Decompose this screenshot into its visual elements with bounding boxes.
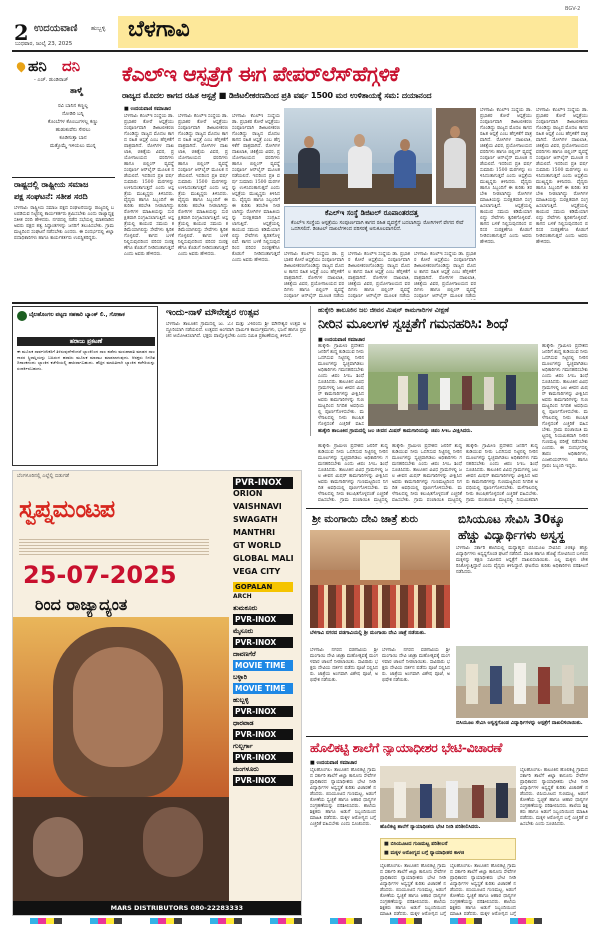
school-byline: ■ ಉದಯವಾಣಿ ಸಮಾಚಾರ: [310, 760, 357, 766]
ad-poster: [13, 617, 229, 916]
left-story-headline-2: ಪಕ್ಷ ಸಂಘಟನೆ: ಸತೀಶ ಸರದಿ: [14, 192, 88, 201]
water-headline: ನೀರಿನ ಮೂಲಗಳ ಸ್ವಚ್ಛತೆಗೆ ಗಮನಹರಿಸಿ: ಶಿಂಧೆ: [318, 317, 508, 332]
movie-ad[interactable]: [12, 470, 302, 916]
ad-city-theatre: MOVIE TIME: [233, 683, 293, 694]
section-rule-2: [306, 508, 588, 509]
poem-line: ರವಿ ಬಾನಿನ ಕಣ್ಣಲ್ಲ: [57, 103, 89, 109]
notice-title: ಹರಾಜು ಪ್ರಕಟಣೆ: [17, 337, 155, 346]
lead-subhead: ರಾಜ್ಯದ ಮೊದಲ ಕಾಗದ ರಹಿತ ಆಸ್ಪತ್ರೆ ■ ಡಿಜಿಟಲೀಕರಣದಿಂದ ಪ್ರತಿ ವರ್ಷ 1500 ಮರ ಉಳಿತಾಯಕ್ಕೆ ಸಮ: ದಯಾನಂದ: [122, 90, 432, 100]
notice-logo-icon: [17, 311, 27, 321]
ad-city-theatre: PVR-INOX: [233, 614, 293, 625]
lead-headline: ಕೆಎಲ್ಇ ಆಸ್ಪತ್ರೆಗೆ ಈಗ ಪೇಪರ್‌ಲೆಸ್‌ಹೆಗ್ಗಳಿಕೆ: [122, 62, 399, 86]
ad-city-name: ಗುಲ್ಬರ್ಗಾ: [233, 742, 253, 750]
section-rule-1: [12, 302, 588, 304]
auction-notice: [12, 306, 158, 466]
lead-body-col-4: ಬೆಳಗಾವಿ: ಕೆಎಲ್ಇ ಸಂಸ್ಥೆಯ ಡಾ. ಪ್ರಭಾಕರ ಕೋರೆ ಆಸ್ಪತ್ರೆಯು ಸಂಪೂರ್ಣವಾಗಿ ಡಿಜಿಟಲೀಕರಣಗೊಂಡಿದ್ದು ರಾಜ್ಯದ ಮೊದಲ ಕಾಗದ ರಹಿತ ಆಸ್ಪತ್ರೆ ಎಂಬ ಹೆಗ್ಗಳಿಕೆಗೆ ಪಾತ್ರವಾಗಿದೆ. ರೋಗಿಗಳ ದಾಖಲಾತಿ, ಚಿಕಿತ್ಸೆಯ ವಿವರ, ಪ್ರಯೋಗಾಲಯದ ವರದಿಗಳು ಹಾಗೂ ಬಿಲ್ಲಿಂಗ್ ವ್ಯವಸ್ಥೆ ಸಂಪೂರ್ಣ ಆನ್‌ಲೈನ್ ಮೂಲಕ ನಡೆಯ: [284, 252, 344, 299]
food-photo-caption: ಬಿಸಿಯೂಟ ಸೇವಿಸಿ ಅಸ್ವಸ್ಥಗೊಂಡ ವಿದ್ಯಾರ್ಥಿಗಳನ್ನು ಆಸ್ಪತ್ರೆಗೆ ದಾಖಲಿಸಲಾಯಿತು.: [456, 720, 583, 726]
jatre-body-col-1: ಬೆಳಗಾವಿ: ನಗರದ ವಡಗಾವಿಯ ಶ್ರೀ ಮಂಗಾಯಿ ದೇವಿ ಜಾತ್ರಾ ಮಹೋತ್ಸವಕ್ಕೆ ಮಂಗಳವಾರ ಚಾಲನೆ ನೀಡಲಾಯಿತು. ಸಾವಿರಾರು ಭಕ್ತರು ದೇವಿಯ ದರ್ಶನ ಪಡೆದು ಪೂಜೆ ಸಲ್ಲಿಸಿದರು. ಜಾತ್ರೆಯ ಅಂಗವಾಗಿ ವಿಶೇಷ ಪೂಜೆ, ಅಭಿಷೇಕ ನಡೆಯಿತು.: [310, 648, 378, 683]
ad-city-theatre: MOVIE TIME: [233, 660, 293, 671]
ad-city-theatre: PVR-INOX: [233, 775, 293, 786]
paper-name: ಉದಯವಾಣಿ: [34, 23, 78, 34]
water-body-col-5: ಹುಕ್ಕೇರಿ: ಗ್ರಾಮೀಣ ಪ್ರದೇಶದ ಜನರಿಗೆ ಶುದ್ಧ ಕುಡಿಯುವ ನೀರು ಒದಗಿಸುವ ನಿಟ್ಟಿನಲ್ಲಿ ನೀರಿನ ಮೂಲಗಳನ್ನು ಸ್ವಚ್ಛವಾಗಿಡಲು ಅಧಿಕಾರಿಗಳು ಗಮನಹರಿಸಬೇಕು ಎಂದು ಜಿಪಂ ಸಿಇಒ ಶಿಂಧೆ ಸೂಚಿಸಿದರು. ತಾಲೂಕಿನ ವಿವಿಧ ಗ್ರಾಮಗಳಲ್ಲಿ ಜಲ ಜೀವನ ಮಿಷನ್ ಕಾಮಗಾರಿಗಳನ್ನು ವೀಕ್ಷಿಸಿದ ಅವರು ಕಾಮಗಾರಿಗಳನ್ನು ಗುಣಮಟ್ಟದಿಂದ ನಿಗದಿತ ಅವಧಿಯಲ್ಲಿ ಪೂರ್ಣಗೊಳಿಸಬೇಕು. ಮಳೆಗಾಲದಲ್ಲಿ ನೀರು ಕಲುಷಿತಗೊಳ್ಳದಂತೆ ಎಚ್ಚರಿಕೆ ವಹಿಸಬೇಕು. ಗ್ರಾಮ ಪಂಚಾಯಿತಿ ಮಟ್ಟದಲ್ಲಿ ನಿಯಮಿತವಾಗಿ: [466, 444, 538, 503]
school-point-2: ■ ಮಕ್ಕಳ ಆರೋಗ್ಯದ ಬಗ್ಗೆ ನ್ಯಾಯಾಧೀಶರ ಕಾಳಜಿ: [384, 850, 465, 856]
school-headline: ಹೊಲಿಕಟ್ಟಿ ಶಾಲೆಗೆ ನ್ಯಾಯಾಧೀಶರ ಭೇಟಿ-ವಿಚಾರಣೆ: [310, 740, 503, 755]
edition-tag: ಹುಬ್ಬಳ್ಳಿ: [91, 25, 106, 32]
lead-box: [284, 206, 476, 248]
honey-title-b: ದನಿ: [62, 57, 81, 75]
honey-drop-icon: [15, 60, 27, 72]
jatre-body-col-2: ಬೆಳಗಾವಿ: ನಗರದ ವಡಗಾವಿಯ ಶ್ರೀ ಮಂಗಾಯಿ ದೇವಿ ಜಾತ್ರಾ ಮಹೋತ್ಸವಕ್ಕೆ ಮಂಗಳವಾರ ಚಾಲನೆ ನೀಡಲಾಯಿತು. ಸಾವಿರಾರು ಭಕ್ತರು ದೇವಿಯ ದರ್ಶನ ಪಡೆದು ಪೂಜೆ ಸಲ್ಲಿಸಿದರು. ಜಾತ್ರೆಯ ಅಂಗವಾಗಿ ವಿಶೇಷ ಪೂಜೆ, ಅಭಿಷೇಕ ನಡೆಯಿತು.: [382, 648, 450, 683]
school-body-col-1: ಬೈಲಹೊಂಗಲ: ತಾಲೂಕಿನ ಹೊಲಿಕಟ್ಟಿ ಗ್ರಾಮದ ಸರ್ಕಾರಿ ಶಾಲೆಗೆ ಜಿಲ್ಲಾ ಕಾನೂನು ಸೇವೆಗಳ ಪ್ರಾಧಿಕಾರದ ನ್ಯಾಯಾಧೀಶರು ಭೇಟಿ ನೀಡಿ ವಿದ್ಯಾರ್ಥಿಗಳ ಅಸ್ವಸ್ಥತೆ ಕುರಿತು ವಿಚಾರಣೆ ನಡೆಸಿದರು. ಬಿಸಿಯೂಟದ ಗುಣಮಟ್ಟ, ಅಡುಗೆ ಕೋಣೆಯ ಸ್ವಚ್ಛತೆ ಹಾಗೂ ಆಹಾರ ಧಾನ್ಯಗಳ ಸಂಗ್ರಹಣೆಯನ್ನು ಪರಿಶೀಲಿಸಿದರು. ಶಾಲೆಯ ಶಿಕ್ಷಕರು ಹಾಗೂ ಅಡುಗೆ ಸಿಬ್ಬಂದಿಯಿಂದ ಮಾಹಿತಿ ಪಡೆದರು. ಮಕ್ಕಳ ಆರೋಗ್ಯದ ಬಗ್ಗೆ ಎಚ್ಚರಿಕೆ ವಹಿಸಬೇಕು ಎಂದು ಸೂಚಿಸಿದರು.: [310, 768, 376, 827]
page-number: 2: [14, 20, 29, 45]
gopalan-label: GOPALAN: [233, 582, 293, 592]
food-photo: [456, 646, 588, 718]
masthead-rule: [12, 50, 588, 52]
ad-city-theatre: PVR-INOX: [233, 729, 293, 740]
ad-city-name: ಧಾರವಾಡ: [233, 719, 254, 727]
city-banner: [118, 16, 578, 48]
water-photo: [368, 344, 538, 426]
theatre-name: GLOBAL MALI: [233, 554, 294, 563]
honey-author: - ಎಚ್. ಡುಂಡಿರಾಜ್: [34, 77, 69, 83]
water-body-col-2: ಹುಕ್ಕೇರಿ: ಗ್ರಾಮೀಣ ಪ್ರದೇಶದ ಜನರಿಗೆ ಶುದ್ಧ ಕುಡಿಯುವ ನೀರು ಒದಗಿಸುವ ನಿಟ್ಟಿನಲ್ಲಿ ನೀರಿನ ಮೂಲಗಳನ್ನು ಸ್ವಚ್ಛವಾಗಿಡಲು ಅಧಿಕಾರಿಗಳು ಗಮನಹರಿಸಬೇಕು ಎಂದು ಜಿಪಂ ಸಿಇಒ ಶಿಂಧೆ ಸೂಚಿಸಿದರು. ತಾಲೂಕಿನ ವಿವಿಧ ಗ್ರಾಮಗಳಲ್ಲಿ ಜಲ ಜೀವನ ಮಿಷನ್ ಕಾಮಗಾರಿಗಳನ್ನು ವೀಕ್ಷಿಸಿದ ಅವರು ಕಾಮಗಾರಿಗಳನ್ನು ಗುಣಮಟ್ಟದಿಂದ ನಿಗದಿತ ಅವಧಿಯಲ್ಲಿ ಪೂರ್ಣಗೊಳಿಸಬೇಕು. ಮಳೆಗಾಲದಲ್ಲಿ ನೀರು ಕಲುಷಿತಗೊಳ್ಳದಂತೆ ಎಚ್ಚರಿಕೆ ವಹಿಸಬೇಕು. ಗ್ರಾಮ ಪಂಚಾಯಿತಿ ಮಟ್ಟದಲ್ಲಿ ನಿಯಮಿತವಾಗಿ ನೀರಿನ ಗುಣಮಟ್ಟ ಪರೀಕ್ಷೆ ನಡೆಸಬೇಕು ಎಂದರು. ಈ ಸಂದರ್ಭದಲ್ಲಿ ತಾಪಂ ಅಧಿಕಾರಿಗಳು, ಎಂಜಿನಿಯರ್‌ಗಳು ಹಾಗೂ ಗ್ರಾಪಂ ಸಿಬ್ಬಂದಿ ಇದ್ದರು.: [542, 344, 588, 469]
theatre-name: VEGA CITY: [233, 567, 281, 576]
theatre-name: GT WORLD: [233, 541, 282, 550]
ad-release-text: ರಿಂದ ರಾಜ್ಯಾದ್ಯಂತ: [35, 595, 128, 614]
poem-line: ನೋಡಿರಿ ಬನ್ನಿ: [62, 111, 84, 117]
jatre-photo: [310, 530, 450, 628]
ad-city-theatre: PVR-INOX: [233, 706, 293, 717]
section-rule-3: [306, 736, 588, 737]
ad-city-name: ಹುಬ್ಬಳ್ಳಿ: [233, 696, 249, 704]
ad-banner: ಬೆಂಗಳೂರಿನಲ್ಲಿ ಎಲ್ಲೆಲ್ಲಿ ಬಿಡುಗಡೆ: [17, 473, 70, 479]
ad-city-name: ತುಮಕೂರು: [233, 604, 258, 612]
left-story-headline-1: ರಾಷ್ಟ್ರದಲ್ಲಿ ರಾಷ್ಟ್ರೀಯ ಸಮಾಜ: [14, 180, 89, 189]
theatre-name: ORION: [233, 489, 263, 498]
lead-body-col-1: ಬೆಳಗಾವಿ: ಕೆಎಲ್ಇ ಸಂಸ್ಥೆಯ ಡಾ. ಪ್ರಭಾಕರ ಕೋರೆ ಆಸ್ಪತ್ರೆಯು ಸಂಪೂರ್ಣವಾಗಿ ಡಿಜಿಟಲೀಕರಣಗೊಂಡಿದ್ದು ರಾಜ್ಯದ ಮೊದಲ ಕಾಗದ ರಹಿತ ಆಸ್ಪತ್ರೆ ಎಂಬ ಹೆಗ್ಗಳಿಕೆಗೆ ಪಾತ್ರವಾಗಿದೆ. ರೋಗಿಗಳ ದಾಖಲಾತಿ, ಚಿಕಿತ್ಸೆಯ ವಿವರ, ಪ್ರಯೋಗಾಲಯದ ವರದಿಗಳು ಹಾಗೂ ಬಿಲ್ಲಿಂಗ್ ವ್ಯವಸ್ಥೆ ಸಂಪೂರ್ಣ ಆನ್‌ಲೈನ್ ಮೂಲಕ ನಡೆಯಲಿದೆ. ಇದರಿಂದ ಪ್ರತಿ ವರ್ಷ ಸುಮಾರು 1500 ಮರಗಳನ್ನು ಉಳಿಸಿದಂತಾಗುತ್ತದೆ ಎಂದು ಆಸ್ಪತ್ರೆಯ ಮುಖ್ಯಸ್ಥರು ತಿಳಿಸಿದರು. ವೈದ್ಯರು ಹಾಗೂ ಸಿಬ್ಬಂದಿಗೆ ಈ ಕುರಿತು ತರಬೇತಿ ನೀಡಲಾಗಿದ್ದು ರೋಗಿಗಳ ಮಾಹಿತಿಯನ್ನು ಸುರಕ್ಷಿತವಾಗಿ ಸಂಗ್ರಹಿಸಲಾಗುತ್ತಿದೆ. ಆಸ್ಪತ್ರೆಯಲ್ಲಿ ಕಾಯುವ ಸಮಯ ಕಡಿಮೆಯಾಗಲಿದ್ದು ಸೇವೆಗಳು ತ್ವರಿತಗೊಳ್ಳಲಿವೆ. ಕಾಗದ ಬಳಕೆ ನಿಲ್ಲಿಸುವುದರಿಂದ ಪರಿಸರ ಸಂರಕ್ಷಣೆಗೂ ಕೊಡುಗೆ ನೀಡಿದಂತಾಗುತ್ತದೆ ಎಂದು ಅವರು ಹೇಳಿದರು.: [124, 114, 174, 257]
ad-city-name: ದಾವಣಗೆರೆ: [233, 650, 256, 658]
ad-movie-title: ಸ್ವಪ್ನಮಂಟಪ: [19, 495, 115, 523]
food-headline-1: ಬಿಸಿಯೂಟ ಸೇವಿಸಿ 30ಕ್ಕೂ: [458, 512, 565, 526]
date-line: ಬುಧವಾರ, ಜುಲೈ 23, 2025: [15, 41, 73, 47]
ad-credits: [19, 537, 209, 555]
water-body-col-3: ಹುಕ್ಕೇರಿ: ಗ್ರಾಮೀಣ ಪ್ರದೇಶದ ಜನರಿಗೆ ಶುದ್ಧ ಕುಡಿಯುವ ನೀರು ಒದಗಿಸುವ ನಿಟ್ಟಿನಲ್ಲಿ ನೀರಿನ ಮೂಲಗಳನ್ನು ಸ್ವಚ್ಛವಾಗಿಡಲು ಅಧಿಕಾರಿಗಳು ಗಮನಹರಿಸಬೇಕು ಎಂದು ಜಿಪಂ ಸಿಇಒ ಶಿಂಧೆ ಸೂಚಿಸಿದರು. ತಾಲೂಕಿನ ವಿವಿಧ ಗ್ರಾಮಗಳಲ್ಲಿ ಜಲ ಜೀವನ ಮಿಷನ್ ಕಾಮಗಾರಿಗಳನ್ನು ವೀಕ್ಷಿಸಿದ ಅವರು ಕಾಮಗಾರಿಗಳನ್ನು ಗುಣಮಟ್ಟದಿಂದ ನಿಗದಿತ ಅವಧಿಯಲ್ಲಿ ಪೂರ್ಣಗೊಳಿಸಬೇಕು. ಮಳೆಗಾಲದಲ್ಲಿ ನೀರು ಕಲುಷಿತಗೊಳ್ಳದಂತೆ ಎಚ್ಚರಿಕೆ ವಹಿಸಬೇಕು. ಗ್ರಾಮ ಪಂಚಾಯಿತಿ ಮಟ್ಟದಲ್ಲಿ: [318, 444, 388, 503]
theatre-name: PVR-INOX: [233, 477, 293, 489]
print-color-bar: [30, 918, 570, 924]
theatre-name: MANTHRI: [233, 528, 276, 537]
ad-release-date: 25-07-2025: [23, 561, 177, 589]
school-photo: [380, 766, 516, 822]
theatre-name: SWAGATH: [233, 515, 278, 524]
utsav-headline: ಇಂದು-ನಾಳೆ ಮೌನೇಶ್ವರ ಉತ್ಸವ: [166, 308, 259, 318]
water-body-col-4: ಹುಕ್ಕೇರಿ: ಗ್ರಾಮೀಣ ಪ್ರದೇಶದ ಜನರಿಗೆ ಶುದ್ಧ ಕುಡಿಯುವ ನೀರು ಒದಗಿಸುವ ನಿಟ್ಟಿನಲ್ಲಿ ನೀರಿನ ಮೂಲಗಳನ್ನು ಸ್ವಚ್ಛವಾಗಿಡಲು ಅಧಿಕಾರಿಗಳು ಗಮನಹರಿಸಬೇಕು ಎಂದು ಜಿಪಂ ಸಿಇಒ ಶಿಂಧೆ ಸೂಚಿಸಿದರು. ತಾಲೂಕಿನ ವಿವಿಧ ಗ್ರಾಮಗಳಲ್ಲಿ ಜಲ ಜೀವನ ಮಿಷನ್ ಕಾಮಗಾರಿಗಳನ್ನು ವೀಕ್ಷಿಸಿದ ಅವರು ಕಾಮಗಾರಿಗಳನ್ನು ಗುಣಮಟ್ಟದಿಂದ ನಿಗದಿತ ಅವಧಿಯಲ್ಲಿ ಪೂರ್ಣಗೊಳಿಸಬೇಕು. ಮಳೆಗಾಲದಲ್ಲಿ ನೀರು ಕಲುಷಿತಗೊಳ್ಳದಂತೆ ಎಚ್ಚರಿಕೆ ವಹಿಸಬೇಕು. ಗ್ರಾಮ ಪಂಚಾಯಿತಿ ಮಟ್ಟದಲ್ಲಿ: [392, 444, 462, 503]
notice-org: ಬೈಲಹೊಂಗಲ ಪಟ್ಟಣ ಸಹಕಾರಿ ಬ್ಯಾಂಕ್ ಲಿ., ಗೋಕಾಕ: [29, 312, 125, 318]
school-body-col-4: ಬೈಲಹೊಂಗಲ: ತಾಲೂಕಿನ ಹೊಲಿಕಟ್ಟಿ ಗ್ರಾಮದ ಸರ್ಕಾರಿ ಶಾಲೆಗೆ ಜಿಲ್ಲಾ ಕಾನೂನು ಸೇವೆಗಳ ಪ್ರಾಧಿಕಾರದ ನ್ಯಾಯಾಧೀಶರು ಭೇಟಿ ನೀಡಿ ವಿದ್ಯಾರ್ಥಿಗಳ ಅಸ್ವಸ್ಥತೆ ಕುರಿತು ವಿಚಾರಣೆ ನಡೆಸಿದರು. ಬಿಸಿಯೂಟದ ಗುಣಮಟ್ಟ, ಅಡುಗೆ ಕೋಣೆಯ ಸ್ವಚ್ಛತೆ ಹಾಗೂ ಆಹಾರ ಧಾನ್ಯಗಳ ಸಂಗ್ರಹಣೆಯನ್ನು ಪರಿಶೀಲಿಸಿದರು. ಶಾಲೆಯ ಶಿಕ್ಷಕರು ಹಾಗೂ ಅಡುಗೆ ಸಿಬ್ಬಂದಿಯಿಂದ ಮಾಹಿತಿ ಪಡೆದರು. ಮಕ್ಕಳ ಆರೋಗ್ಯದ ಬಗ್ಗೆ ಎಚ್ಚರಿಕೆ ವಹಿಸಬೇಕು ಎಂದು ಸೂಚಿಸಿದರು.: [520, 768, 588, 827]
jatre-photo-caption: ಬೆಳಗಾವಿ ನಗರದ ವಡಗಾವಿಯಲ್ಲಿ ಶ್ರೀ ಮಂಗಾಯಿ ದೇವಿ ಜಾತ್ರೆ ನಡೆಯಿತು.: [310, 630, 426, 636]
poem-line: ಕೊಂಬೆಗಳ ಕೊಂಬುಗಳಲ್ಲ ಕಣ್ಣು: [47, 119, 99, 125]
food-headline-2: ಹೆಚ್ಚು ವಿದ್ಯಾರ್ಥಿಗಳು ಅಸ್ವಸ್ಥ: [458, 528, 565, 542]
ad-city-theatre: PVR-INOX: [233, 637, 293, 648]
ad-city-name: ಮಂಗಳೂರು: [233, 765, 259, 773]
school-points: [380, 838, 516, 860]
lead-body-col-7: ಬೆಳಗಾವಿ: ಕೆಎಲ್ಇ ಸಂಸ್ಥೆಯ ಡಾ. ಪ್ರಭಾಕರ ಕೋರೆ ಆಸ್ಪತ್ರೆಯು ಸಂಪೂರ್ಣವಾಗಿ ಡಿಜಿಟಲೀಕರಣಗೊಂಡಿದ್ದು ರಾಜ್ಯದ ಮೊದಲ ಕಾಗದ ರಹಿತ ಆಸ್ಪತ್ರೆ ಎಂಬ ಹೆಗ್ಗಳಿಕೆಗೆ ಪಾತ್ರವಾಗಿದೆ. ರೋಗಿಗಳ ದಾಖಲಾತಿ, ಚಿಕಿತ್ಸೆಯ ವಿವರ, ಪ್ರಯೋಗಾಲಯದ ವರದಿಗಳು ಹಾಗೂ ಬಿಲ್ಲಿಂಗ್ ವ್ಯವಸ್ಥೆ ಸಂಪೂರ್ಣ ಆನ್‌ಲೈನ್ ಮೂಲಕ ನಡೆಯಲಿದೆ. ಇದರಿಂದ ಪ್ರತಿ ವರ್ಷ ಸುಮಾರು 1500 ಮರಗಳನ್ನು ಉಳಿಸಿದಂತಾಗುತ್ತದೆ ಎಂದು ಆಸ್ಪತ್ರೆಯ ಮುಖ್ಯಸ್ಥರು ತಿಳಿಸಿದರು. ವೈದ್ಯರು ಹಾಗೂ ಸಿಬ್ಬಂದಿಗೆ ಈ ಕುರಿತು ತರಬೇತಿ ನೀಡಲಾಗಿದ್ದು ರೋಗಿಗಳ ಮಾಹಿತಿಯನ್ನು ಸುರಕ್ಷಿತವಾಗಿ ಸಂಗ್ರಹಿಸಲಾಗುತ್ತಿದೆ. ಆಸ್ಪತ್ರೆಯಲ್ಲಿ ಕಾಯುವ ಸಮಯ ಕಡಿಮೆಯಾಗಲಿದ್ದು ಸೇವೆಗಳು ತ್ವರಿತಗೊಳ್ಳಲಿವೆ. ಕಾಗದ ಬಳಕೆ ನಿಲ್ಲಿಸುವುದರಿಂದ ಪರಿಸರ ಸಂರಕ್ಷಣೆಗೂ ಕೊಡುಗೆ ನೀಡಿದಂತಾಗುತ್ತದೆ ಎಂದು ಅವರು ಹೇಳಿದರು.: [480, 108, 532, 245]
poem-line: ಹುಡುಕುವೆನು ಸೇರಲು: [55, 127, 91, 133]
utsav-rule: [310, 306, 311, 436]
jatre-headline: ಶ್ರೀ ಮಂಗಾಯಿ ದೇವಿ ಜಾತ್ರೆ ಶುರು: [312, 514, 419, 525]
ad-city-name: ಮೈಸೂರು: [233, 627, 254, 635]
food-body: ಬೆಳಗಾವಿ: ಸರ್ಕಾರಿ ಶಾಲೆಯಲ್ಲಿ ಮಧ್ಯಾಹ್ನದ ಬಿಸಿಯೂಟ ಸೇವಿಸಿದ 30ಕ್ಕೂ ಹೆಚ್ಚು ವಿದ್ಯಾರ್ಥಿಗಳು ಅಸ್ವಸ್ಥಗೊಂಡ ಘಟನೆ ನಡೆದಿದೆ. ವಾಂತಿ ಹಾಗೂ ಹೊಟ್ಟೆ ನೋವಿನಿಂದ ಬಳಲಿದ ಮಕ್ಕಳನ್ನು ತಕ್ಷಣ ಸಮೀಪದ ಆಸ್ಪತ್ರೆಗೆ ದಾಖಲಿಸಲಾಯಿತು. ಎಲ್ಲ ಮಕ್ಕಳು ಚೇತರಿಸಿಕೊಳ್ಳುತ್ತಿದ್ದಾರೆ ಎಂದು ವೈದ್ಯರು ತಿಳಿಸಿದ್ದಾರೆ. ಘಟನೆಯ ಕುರಿತು ಅಧಿಕಾರಿಗಳು ಪರಿಶೀಲನೆ ನಡೆಸಿದರು.: [456, 546, 588, 575]
school-point-1: ■ ಬಿಸಿಯೂಟದ ಗುಣಮಟ್ಟ ಪರಿಶೀಲನೆ: [384, 841, 448, 847]
theatre-name: VAISHNAVI: [233, 502, 282, 511]
honey-title-a: ಹನಿ: [28, 57, 47, 75]
notice-body: ಈ ಮೂಲಕ ಸಾರ್ವಜನಿಕರಿಗೆ ತಿಳಿಸುವುದೇನೆಂದರೆ ಬ್ಯಾಂಕಿನಿಂದ ಸಾಲ ಪಡೆದು ಮರುಪಾವತಿ ಮಾಡದ ಸಾಲಗಾರರ ಸ್ಥಿರಾಸ್ತಿಯನ್ನು ಬಹಿರಂಗ ಹರಾಜು ಮೂಲಕ ಮಾರಾಟ ಮಾಡಲಾಗುವುದು. ಆಸಕ್ತರು ನಿಗದಿತ ದಿನಾಂಕದಂದು ಬ್ಯಾಂಕಿನ ಕಚೇರಿಯಲ್ಲಿ ಹಾಜರಾಗಬಹುದು. ಹೆಚ್ಚಿನ ಮಾಹಿತಿಗಾಗಿ ಬ್ಯಾಂಕಿನ ಕಚೇರಿಯನ್ನು ಸಂಪರ್ಕಿಸಬಹುದು.: [17, 349, 155, 371]
school-body-col-3: ಬೈಲಹೊಂಗಲ: ತಾಲೂಕಿನ ಹೊಲಿಕಟ್ಟಿ ಗ್ರಾಮದ ಸರ್ಕಾರಿ ಶಾಲೆಗೆ ಜಿಲ್ಲಾ ಕಾನೂನು ಸೇವೆಗಳ ಪ್ರಾಧಿಕಾರದ ನ್ಯಾಯಾಧೀಶರು ಭೇಟಿ ನೀಡಿ ವಿದ್ಯಾರ್ಥಿಗಳ ಅಸ್ವಸ್ಥತೆ ಕುರಿತು ವಿಚಾರಣೆ ನಡೆಸಿದರು. ಬಿಸಿಯೂಟದ ಗುಣಮಟ್ಟ, ಅಡುಗೆ ಕೋಣೆಯ ಸ್ವಚ್ಛತೆ ಹಾಗೂ ಆಹಾರ ಧಾನ್ಯಗಳ ಸಂಗ್ರಹಣೆಯನ್ನು ಪರಿಶೀಲಿಸಿದರು. ಶಾಲೆಯ ಶಿಕ್ಷಕರು ಹಾಗೂ ಅಡುಗೆ ಸಿಬ್ಬಂದಿಯಿಂದ ಮಾಹಿತಿ ಪಡೆದರು. ಮಕ್ಕಳ ಆರೋಗ್ಯದ ಬಗ್ಗೆ: [450, 864, 516, 916]
ad-distributor: MARS DISTRIBUTORS 080-22283333: [13, 901, 302, 916]
lead-photo-2: [436, 108, 476, 204]
honey-poem-title: ತಾಳ್ಮೆ: [70, 86, 83, 95]
lead-photo-caption: ಕೆಎಲ್ಇ ಸಂಸ್ಥೆ ಡಿಜಿಟಲ್ ರೂಪಾಂತರದತ್ತ: [325, 209, 419, 217]
lead-body-col-5: ಬೆಳಗಾವಿ: ಕೆಎಲ್ಇ ಸಂಸ್ಥೆಯ ಡಾ. ಪ್ರಭಾಕರ ಕೋರೆ ಆಸ್ಪತ್ರೆಯು ಸಂಪೂರ್ಣವಾಗಿ ಡಿಜಿಟಲೀಕರಣಗೊಂಡಿದ್ದು ರಾಜ್ಯದ ಮೊದಲ ಕಾಗದ ರಹಿತ ಆಸ್ಪತ್ರೆ ಎಂಬ ಹೆಗ್ಗಳಿಕೆಗೆ ಪಾತ್ರವಾಗಿದೆ. ರೋಗಿಗಳ ದಾಖಲಾತಿ, ಚಿಕಿತ್ಸೆಯ ವಿವರ, ಪ್ರಯೋಗಾಲಯದ ವರದಿಗಳು ಹಾಗೂ ಬಿಲ್ಲಿಂಗ್ ವ್ಯವಸ್ಥೆ ಸಂಪೂರ್ಣ ಆನ್‌ಲೈನ್ ಮೂಲಕ ನಡೆಯ: [348, 252, 410, 299]
water-kicker: ಹುಕ್ಕೇರಿ ತಾಲೂಕಿನ ಜಲ ಜೀವನ ಮಿಷನ್ ಕಾಮಗಾರಿಗಳ ವೀಕ್ಷಣೆ: [318, 306, 449, 314]
school-body-col-2: ಬೈಲಹೊಂಗಲ: ತಾಲೂಕಿನ ಹೊಲಿಕಟ್ಟಿ ಗ್ರಾಮದ ಸರ್ಕಾರಿ ಶಾಲೆಗೆ ಜಿಲ್ಲಾ ಕಾನೂನು ಸೇವೆಗಳ ಪ್ರಾಧಿಕಾರದ ನ್ಯಾಯಾಧೀಶರು ಭೇಟಿ ನೀಡಿ ವಿದ್ಯಾರ್ಥಿಗಳ ಅಸ್ವಸ್ಥತೆ ಕುರಿತು ವಿಚಾರಣೆ ನಡೆಸಿದರು. ಬಿಸಿಯೂಟದ ಗುಣಮಟ್ಟ, ಅಡುಗೆ ಕೋಣೆಯ ಸ್ವಚ್ಛತೆ ಹಾಗೂ ಆಹಾರ ಧಾನ್ಯಗಳ ಸಂಗ್ರಹಣೆಯನ್ನು ಪರಿಶೀಲಿಸಿದರು. ಶಾಲೆಯ ಶಿಕ್ಷಕರು ಹಾಗೂ ಅಡುಗೆ ಸಿಬ್ಬಂದಿಯಿಂದ ಮಾಹಿತಿ ಪಡೆದರು. ಮಕ್ಕಳ ಆರೋಗ್ಯದ ಬಗ್ಗೆ: [380, 864, 446, 916]
honey-box: [12, 56, 114, 174]
poem-line: ಮತ್ತೊಮ್ಮೆ ಇಳಿಯಲು ಮುನ್ನ: [50, 143, 96, 149]
lead-body-col-8: ಬೆಳಗಾವಿ: ಕೆಎಲ್ಇ ಸಂಸ್ಥೆಯ ಡಾ. ಪ್ರಭಾಕರ ಕೋರೆ ಆಸ್ಪತ್ರೆಯು ಸಂಪೂರ್ಣವಾಗಿ ಡಿಜಿಟಲೀಕರಣಗೊಂಡಿದ್ದು ರಾಜ್ಯದ ಮೊದಲ ಕಾಗದ ರಹಿತ ಆಸ್ಪತ್ರೆ ಎಂಬ ಹೆಗ್ಗಳಿಕೆಗೆ ಪಾತ್ರವಾಗಿದೆ. ರೋಗಿಗಳ ದಾಖಲಾತಿ, ಚಿಕಿತ್ಸೆಯ ವಿವರ, ಪ್ರಯೋಗಾಲಯದ ವರದಿಗಳು ಹಾಗೂ ಬಿಲ್ಲಿಂಗ್ ವ್ಯವಸ್ಥೆ ಸಂಪೂರ್ಣ ಆನ್‌ಲೈನ್ ಮೂಲಕ ನಡೆಯಲಿದೆ. ಇದರಿಂದ ಪ್ರತಿ ವರ್ಷ ಸುಮಾರು 1500 ಮರಗಳನ್ನು ಉಳಿಸಿದಂತಾಗುತ್ತದೆ ಎಂದು ಆಸ್ಪತ್ರೆಯ ಮುಖ್ಯಸ್ಥರು ತಿಳಿಸಿದರು. ವೈದ್ಯರು ಹಾಗೂ ಸಿಬ್ಬಂದಿಗೆ ಈ ಕುರಿತು ತರಬೇತಿ ನೀಡಲಾಗಿದ್ದು ರೋಗಿಗಳ ಮಾಹಿತಿಯನ್ನು ಸುರಕ್ಷಿತವಾಗಿ ಸಂಗ್ರಹಿಸಲಾಗುತ್ತಿದೆ. ಆಸ್ಪತ್ರೆಯಲ್ಲಿ ಕಾಯುವ ಸಮಯ ಕಡಿಮೆಯಾಗಲಿದ್ದು ಸೇವೆಗಳು ತ್ವರಿತಗೊಳ್ಳಲಿವೆ. ಕಾಗದ ಬಳಕೆ ನಿಲ್ಲಿಸುವುದರಿಂದ ಪರಿಸರ ಸಂರಕ್ಷಣೆಗೂ ಕೊಡುಗೆ ನೀಡಿದಂತಾಗುತ್ತದೆ ಎಂದು ಅವರು ಹೇಳಿದರು.: [536, 108, 588, 245]
poem-line: ಕೂಡಿಸುತ್ತಾ ಬಾನ: [59, 135, 87, 141]
lead-body-col-3: ಬೆಳಗಾವಿ: ಕೆಎಲ್ಇ ಸಂಸ್ಥೆಯ ಡಾ. ಪ್ರಭಾಕರ ಕೋರೆ ಆಸ್ಪತ್ರೆಯು ಸಂಪೂರ್ಣವಾಗಿ ಡಿಜಿಟಲೀಕರಣಗೊಂಡಿದ್ದು ರಾಜ್ಯದ ಮೊದಲ ಕಾಗದ ರಹಿತ ಆಸ್ಪತ್ರೆ ಎಂಬ ಹೆಗ್ಗಳಿಕೆಗೆ ಪಾತ್ರವಾಗಿದೆ. ರೋಗಿಗಳ ದಾಖಲಾತಿ, ಚಿಕಿತ್ಸೆಯ ವಿವರ, ಪ್ರಯೋಗಾಲಯದ ವರದಿಗಳು ಹಾಗೂ ಬಿಲ್ಲಿಂಗ್ ವ್ಯವಸ್ಥೆ ಸಂಪೂರ್ಣ ಆನ್‌ಲೈನ್ ಮೂಲಕ ನಡೆಯಲಿದೆ. ಇದರಿಂದ ಪ್ರತಿ ವರ್ಷ ಸುಮಾರು 1500 ಮರಗಳನ್ನು ಉಳಿಸಿದಂತಾಗುತ್ತದೆ ಎಂದು ಆಸ್ಪತ್ರೆಯ ಮುಖ್ಯಸ್ಥರು ತಿಳಿಸಿದರು. ವೈದ್ಯರು ಹಾಗೂ ಸಿಬ್ಬಂದಿಗೆ ಈ ಕುರಿತು ತರಬೇತಿ ನೀಡಲಾಗಿದ್ದು ರೋಗಿಗಳ ಮಾಹಿತಿಯನ್ನು ಸುರಕ್ಷಿತವಾಗಿ ಸಂಗ್ರಹಿಸಲಾಗುತ್ತಿದೆ. ಆಸ್ಪತ್ರೆಯಲ್ಲಿ ಕಾಯುವ ಸಮಯ ಕಡಿಮೆಯಾಗಲಿದ್ದು ಸೇವೆಗಳು ತ್ವರಿತಗೊಳ್ಳಲಿವೆ. ಕಾಗದ ಬಳಕೆ ನಿಲ್ಲಿಸುವುದರಿಂದ ಪರಿಸರ ಸಂರಕ್ಷಣೆಗೂ ಕೊಡುಗೆ ನೀಡಿದಂತಾಗುತ್ತದೆ ಎಂದು ಅವರು ಹೇಳಿದರು.: [232, 114, 280, 263]
water-photo-caption: ಹುಕ್ಕೇರಿ ತಾಲೂಕಿನ ಗ್ರಾಮದಲ್ಲಿ ಜಲ ಜೀವನ ಮಿಷನ್ ಕಾಮಗಾರಿಯನ್ನು ಜಿಪಂ ಸಿಇಒ ವೀಕ್ಷಿಸಿದರು.: [318, 428, 473, 434]
arch-label: ARCH: [233, 593, 252, 600]
left-story-body: ಬೆಳಗಾವಿ: ರಾಷ್ಟ್ರೀಯ ಸಮಾಜ ಪಕ್ಷದ ಸಂಘಟನೆಯನ್ನು ರಾಜ್ಯದಲ್ಲಿ ಬಲಪಡಿಸುವ ನಿಟ್ಟಿನಲ್ಲಿ ಕಾರ್ಯಕರ್ತರು ಶ್ರಮಿಸಬೇಕು ಎಂದು ರಾಜ್ಯಾಧ್ಯಕ್ಷ ಸತೀಶ ಸರದಿ ಹೇಳಿದರು. ನಗರದಲ್ಲಿ ನಡೆದ ಸಭೆಯಲ್ಲಿ ಮಾತನಾಡಿದ ಅವರು ಪಕ್ಷದ ತತ್ವ ಸಿದ್ಧಾಂತಗಳನ್ನು ಜನರಿಗೆ ತಲುಪಿಸಬೇಕು. ಗ್ರಾಮ ಮಟ್ಟದಿಂದ ಸಂಘಟನೆ ನಡೆಸಬೇಕು ಎಂದರು. ಈ ಸಂದರ್ಭದಲ್ಲಿ ಜಿಲ್ಲಾ ಪದಾಧಿಕಾರಿಗಳು ಹಾಗೂ ಕಾರ್ಯಕರ್ತರು ಉಪಸ್ಥಿತರಿದ್ದರು.: [14, 206, 114, 241]
school-photo-caption: ಹೊಲಿಕಟ್ಟಿ ಶಾಲೆಗೆ ನ್ಯಾಯಾಧೀಶರು ಭೇಟಿ ನೀಡಿ ಪರಿಶೀಲಿಸಿದರು.: [380, 824, 481, 830]
city-banner-text: ಬೆಳಗಾವಿ: [128, 17, 190, 42]
ad-city-name: ಬಳ್ಳಾರಿ: [233, 673, 248, 681]
lead-photo: [284, 108, 432, 204]
ad-city-theatre: PVR-INOX: [233, 752, 293, 763]
lead-body-col-6: ಬೆಳಗಾವಿ: ಕೆಎಲ್ಇ ಸಂಸ್ಥೆಯ ಡಾ. ಪ್ರಭಾಕರ ಕೋರೆ ಆಸ್ಪತ್ರೆಯು ಸಂಪೂರ್ಣವಾಗಿ ಡಿಜಿಟಲೀಕರಣಗೊಂಡಿದ್ದು ರಾಜ್ಯದ ಮೊದಲ ಕಾಗದ ರಹಿತ ಆಸ್ಪತ್ರೆ ಎಂಬ ಹೆಗ್ಗಳಿಕೆಗೆ ಪಾತ್ರವಾಗಿದೆ. ರೋಗಿಗಳ ದಾಖಲಾತಿ, ಚಿಕಿತ್ಸೆಯ ವಿವರ, ಪ್ರಯೋಗಾಲಯದ ವರದಿಗಳು ಹಾಗೂ ಬಿಲ್ಲಿಂಗ್ ವ್ಯವಸ್ಥೆ ಸಂಪೂರ್ಣ ಆನ್‌ಲೈನ್ ಮೂಲಕ ನಡೆಯ: [414, 252, 476, 299]
utsav-body: ಬೆಳಗಾವಿ: ತಾಲೂಕಿನ ಗ್ರಾಮದಲ್ಲಿ ಜು. 23 ಮತ್ತು 24ರಂದು ಶ್ರೀ ಮೌನೇಶ್ವರ ಉತ್ಸವ ಅದ್ದೂರಿಯಾಗಿ ನಡೆಯಲಿದೆ. ಉತ್ಸವದ ಅಂಗವಾಗಿ ಧಾರ್ಮಿಕ ಕಾರ್ಯಕ್ರಮಗಳು, ಭಜನೆ ಹಾಗೂ ಪ್ರವಚನ ಆಯೋಜಿಸಲಾಗಿದೆ. ಭಕ್ತರು ಪಾಲ್ಗೊಳ್ಳಬೇಕು ಎಂದು ಸಮಿತಿ ಪ್ರಕಟಣೆಯಲ್ಲಿ ತಿಳಿಸಿದೆ.: [166, 322, 306, 339]
corner-code: BGV-2: [565, 6, 581, 12]
water-byline: ■ ಉದಯವಾಣಿ ಸಮಾಚಾರ: [318, 337, 365, 343]
left-story-rule: [12, 177, 115, 178]
lead-box-text: ಕೆಎಲ್ಇ ಸಂಸ್ಥೆಯ ಆಸ್ಪತ್ರೆಯು ಸಂಪೂರ್ಣವಾಗಿ ಕಾಗದ ರಹಿತ ವ್ಯವಸ್ಥೆಗೆ ಬದಲಾಗಿದ್ದು ರೋಗಿಗಳಿಗೆ ವೇಗದ ಸೇವೆ ಒದಗಿಸಲಿದೆ. ಡಿಜಿಟಲ್ ದಾಖಲೆಗಳಿಂದ ಪರಿಸರಕ್ಕೆ ಅನುಕೂಲವಾಗಲಿದೆ.: [291, 220, 464, 233]
water-body-col-1: ಹುಕ್ಕೇರಿ: ಗ್ರಾಮೀಣ ಪ್ರದೇಶದ ಜನರಿಗೆ ಶುದ್ಧ ಕುಡಿಯುವ ನೀರು ಒದಗಿಸುವ ನಿಟ್ಟಿನಲ್ಲಿ ನೀರಿನ ಮೂಲಗಳನ್ನು ಸ್ವಚ್ಛವಾಗಿಡಲು ಅಧಿಕಾರಿಗಳು ಗಮನಹರಿಸಬೇಕು ಎಂದು ಜಿಪಂ ಸಿಇಒ ಶಿಂಧೆ ಸೂಚಿಸಿದರು. ತಾಲೂಕಿನ ವಿವಿಧ ಗ್ರಾಮಗಳಲ್ಲಿ ಜಲ ಜೀವನ ಮಿಷನ್ ಕಾಮಗಾರಿಗಳನ್ನು ವೀಕ್ಷಿಸಿದ ಅವರು ಕಾಮಗಾರಿಗಳನ್ನು ಗುಣಮಟ್ಟದಿಂದ ನಿಗದಿತ ಅವಧಿಯಲ್ಲಿ ಪೂರ್ಣಗೊಳಿಸಬೇಕು. ಮಳೆಗಾಲದಲ್ಲಿ ನೀರು ಕಲುಷಿತಗೊಳ್ಳದಂತೆ ಎಚ್ಚರಿಕೆ ವಹಿಸ: [318, 344, 364, 426]
lead-byline: ■ ಉದಯವಾಣಿ ಸಮಾಚಾರ: [124, 106, 171, 112]
honey-poem: [32, 102, 114, 150]
ad-theatre-list: [233, 475, 301, 786]
lead-body-col-2: ಬೆಳಗಾವಿ: ಕೆಎಲ್ಇ ಸಂಸ್ಥೆಯ ಡಾ. ಪ್ರಭಾಕರ ಕೋರೆ ಆಸ್ಪತ್ರೆಯು ಸಂಪೂರ್ಣವಾಗಿ ಡಿಜಿಟಲೀಕರಣಗೊಂಡಿದ್ದು ರಾಜ್ಯದ ಮೊದಲ ಕಾಗದ ರಹಿತ ಆಸ್ಪತ್ರೆ ಎಂಬ ಹೆಗ್ಗಳಿಕೆಗೆ ಪಾತ್ರವಾಗಿದೆ. ರೋಗಿಗಳ ದಾಖಲಾತಿ, ಚಿಕಿತ್ಸೆಯ ವಿವರ, ಪ್ರಯೋಗಾಲಯದ ವರದಿಗಳು ಹಾಗೂ ಬಿಲ್ಲಿಂಗ್ ವ್ಯವಸ್ಥೆ ಸಂಪೂರ್ಣ ಆನ್‌ಲೈನ್ ಮೂಲಕ ನಡೆಯಲಿದೆ. ಇದರಿಂದ ಪ್ರತಿ ವರ್ಷ ಸುಮಾರು 1500 ಮರಗಳನ್ನು ಉಳಿಸಿದಂತಾಗುತ್ತದೆ ಎಂದು ಆಸ್ಪತ್ರೆಯ ಮುಖ್ಯಸ್ಥರು ತಿಳಿಸಿದರು. ವೈದ್ಯರು ಹಾಗೂ ಸಿಬ್ಬಂದಿಗೆ ಈ ಕುರಿತು ತರಬೇತಿ ನೀಡಲಾಗಿದ್ದು ರೋಗಿಗಳ ಮಾಹಿತಿಯನ್ನು ಸುರಕ್ಷಿತವಾಗಿ ಸಂಗ್ರಹಿಸಲಾಗುತ್ತಿದೆ. ಆಸ್ಪತ್ರೆಯಲ್ಲಿ ಕಾಯುವ ಸಮಯ ಕಡಿಮೆಯಾಗಲಿದ್ದು ಸೇವೆಗಳು ತ್ವರಿತಗೊಳ್ಳಲಿವೆ. ಕಾಗದ ಬಳಕೆ ನಿಲ್ಲಿಸುವುದರಿಂದ ಪರಿಸರ ಸಂರಕ್ಷಣೆಗೂ ಕೊಡುಗೆ ನೀಡಿದಂತಾಗುತ್ತದೆ ಎಂದು ಅವರು ಹೇಳಿದರು.: [178, 114, 228, 257]
